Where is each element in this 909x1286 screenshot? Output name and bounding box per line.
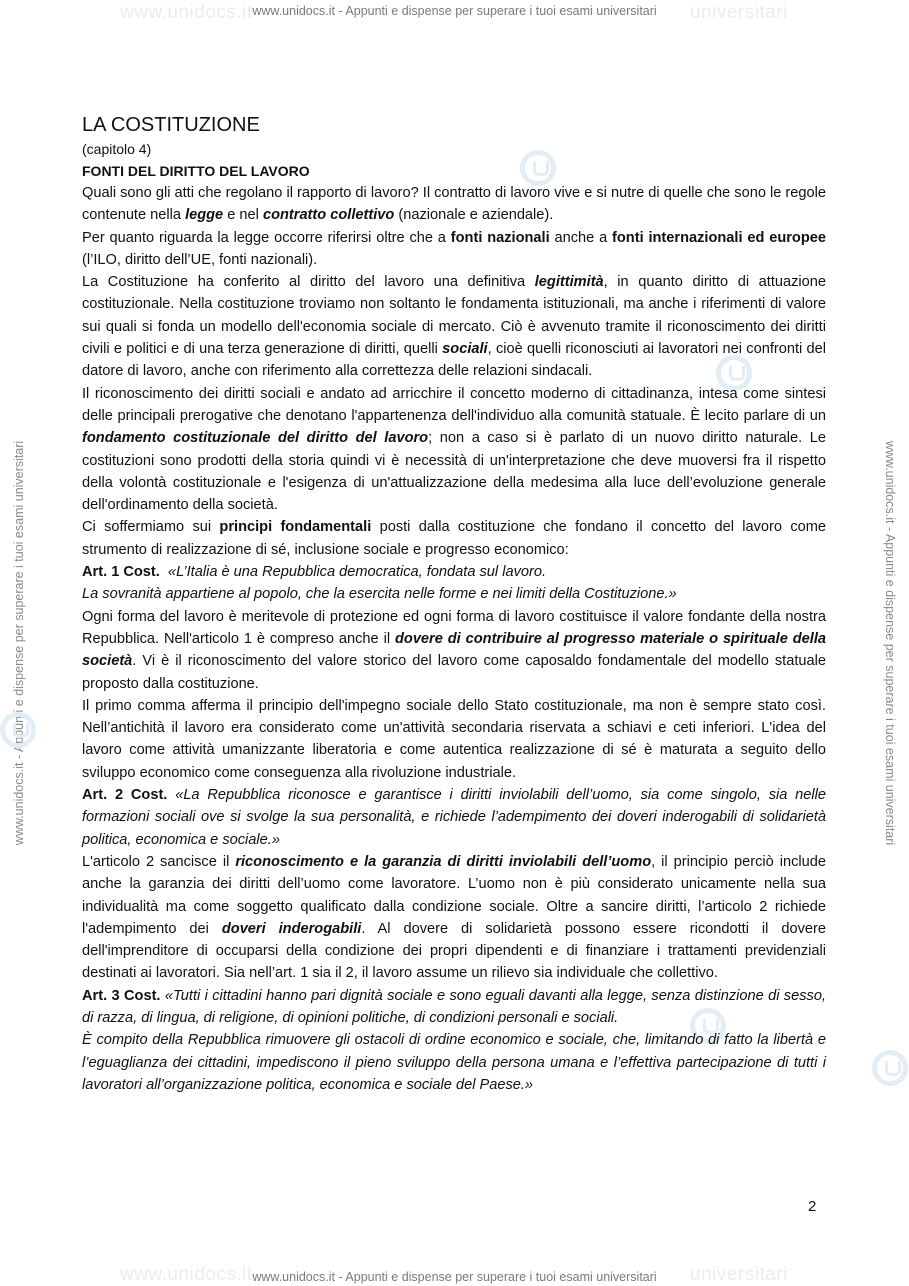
article-2-label: Art. 2 Cost. bbox=[82, 787, 168, 804]
article-3-quote: Art. 3 Cost. «Tutti i cittadini hanno pari dignità sociale e sono eguali davanti alla legge, senza distinzione di sesso, di razza, di lingua, di religione, di opinioni politiche, di condizioni personali e sociali. È compito della Repubblica rimuovere gli ostacoli di ordine economico e sociale, che, limitando di fatto la libertà e l’eguaglianza dei cittadini, impediscono il pieno sviluppo della persona umana e l’effettiva partecipazione di tutti i lavoratori all’organizzazione politica, economica e sociale del Paese.» bbox=[82, 987, 826, 1093]
article-1-quote: Art. 1 Cost. «L’Italia è una Repubblica democratica, fondata sul lavoro. La sovranità appartiene al popolo, che la esercita nelle forme e nei limiti della Costituzione.» bbox=[82, 564, 677, 603]
doc-title: LA COSTITUZIONE bbox=[82, 114, 260, 136]
doc-subtitle: (capitolo 4) bbox=[82, 141, 152, 157]
paragraph-1: Quali sono gli atti che regolano il rapporto di lavoro? Il contratto di lavoro vive e si nutre di quelle che sono le regole contenute nella legge e nel contratto collettivo (nazionale e aziendale). bbox=[82, 185, 826, 224]
ghost-watermark-bottom-right: universitari bbox=[690, 1264, 788, 1285]
watermark-left: www.unidocs.it - Appunti e dispense per superare i tuoi esami universitari bbox=[12, 440, 26, 846]
paragraph-3: La Costituzione ha conferito al diritto del lavoro una definitiva legittimità, in quanto diritto di attuazione costituzionale. Nella costituzione troviamo non soltanto le fondamenta istituzionali, ma anche i riferimenti di valore sui quali si fonda un modello dell'economia sociale di mercato. Ciò è avvenuto tramite il riconoscimento dei diritti civili e politici e di una terza generazione di diritti, quelli sociali, cioè quelli riconosciuti ai lavoratori nei confronti del datore di lavoro, anche con riferimento alla correttezza delle relazioni sindacali. bbox=[82, 274, 827, 380]
unidocs-logo-icon bbox=[872, 1050, 908, 1086]
ghost-watermark-bottom-left: www.unidocs.it bbox=[120, 1264, 253, 1285]
article-1-label: Art. 1 Cost. bbox=[82, 564, 160, 581]
ghost-watermark-top-right: universitari bbox=[690, 2, 788, 23]
document-body bbox=[82, 112, 826, 1096]
page-number: 2 bbox=[808, 1198, 817, 1215]
paragraph-8: L'articolo 2 sancisce il riconoscimento e la garanzia di diritti inviolabili dell’uomo, il principio perciò include anche la garanzia dei diritti dell’uomo come lavoratore. L’uomo non è più considerato unicamente nella sua individualità ma come soggetto qualificato dalla condizione sociale. Oltre a sancire diritti, l’articolo 2 richiede l'adempimento dei doveri inderogabili. Al dovere di solidarietà possono essere ricondotti il dovere dell'imprenditore di occuparsi della condizione dei propri dipendenti e di finanziare i trattamenti previdenziali destinati ai lavoratori. Sia nell’art. 1 sia il 2, il lavoro assume un rilievo sia individuale che collettivo. bbox=[82, 853, 826, 982]
paragraph-6: Ogni forma del lavoro è meritevole di protezione ed ogni forma di lavoro costituisce il valore fondante della nostra Repubblica. Nell'articolo 1 è compreso anche il dovere di contribuire al progresso materiale o spirituale della società. Vi è il riconoscimento del valore storico del lavoro come caposaldo fondamentale del modello statuale proposto dalla costituzione. bbox=[82, 608, 826, 692]
watermark-right: www.unidocs.it - Appunti e dispense per superare i tuoi esami universitari bbox=[883, 440, 897, 846]
section-heading: FONTI DEL DIRITTO DEL LAVORO bbox=[82, 163, 310, 179]
watermark-bottom: www.unidocs.it - Appunti e dispense per superare i tuoi esami universitari bbox=[252, 1270, 657, 1284]
paragraph-2: Per quanto riguarda la legge occorre riferirsi oltre che a fonti nazionali anche a fonti internazionali ed europee (l’ILO, diritto dell’UE, fonti nazionali). bbox=[82, 229, 826, 268]
watermark-top: www.unidocs.it - Appunti e dispense per superare i tuoi esami universitari bbox=[252, 4, 657, 18]
paragraph-7: Il primo comma afferma il principio dell'impegno sociale dello Stato costituzionale, ma non è sempre stato così. Nell’antichità il lavoro era considerato come un'attività secondaria riservata a schiavi e ceti inferiori. L'idea del lavoro come attività umanizzante liberatoria e come autentica realizzazione di sé è maturata a seguito dello sviluppo economico come conseguenza alla rivoluzione industriale. bbox=[82, 697, 826, 781]
article-2-quote: Art. 2 Cost. «La Repubblica riconosce e garantisce i diritti inviolabili dell’uomo, sia come singolo, sia nelle formazioni sociali ove si svolge la sua personalità, e richiede l’adempimento dei doveri inderogabili di solidarietà politica, economica e sociale.» bbox=[82, 787, 826, 848]
article-3-label: Art. 3 Cost. bbox=[82, 987, 161, 1004]
ghost-watermark-top-left: www.unidocs.it bbox=[120, 2, 253, 23]
paragraph-5: Ci soffermiamo sui principi fondamentali posti dalla costituzione che fondano il concetto del lavoro come strumento di realizzazione di sé, inclusione sociale e progresso economico: bbox=[82, 519, 827, 558]
unidocs-logo-icon bbox=[0, 712, 36, 748]
paragraph-4: Il riconoscimento dei diritti sociali e andato ad arricchire il concetto moderno di cittadinanza, intesa come sintesi delle principali prerogative che denotano l'appartenenza dell'individuo alla comunità statuale. È lecito parlare di un fondamento costituzionale del diritto del lavoro; non a caso si è parlato di un nuovo diritto naturale. Le costituzioni sono prodotti della storia quindi vi è necessità di un'interpretazione che deve muoversi fra il rispetto della volontà costituzionale e l'esigenza di un'attualizzazione della medesima alla luce dell’evoluzione generale dell'ordinamento della società. bbox=[82, 385, 826, 514]
